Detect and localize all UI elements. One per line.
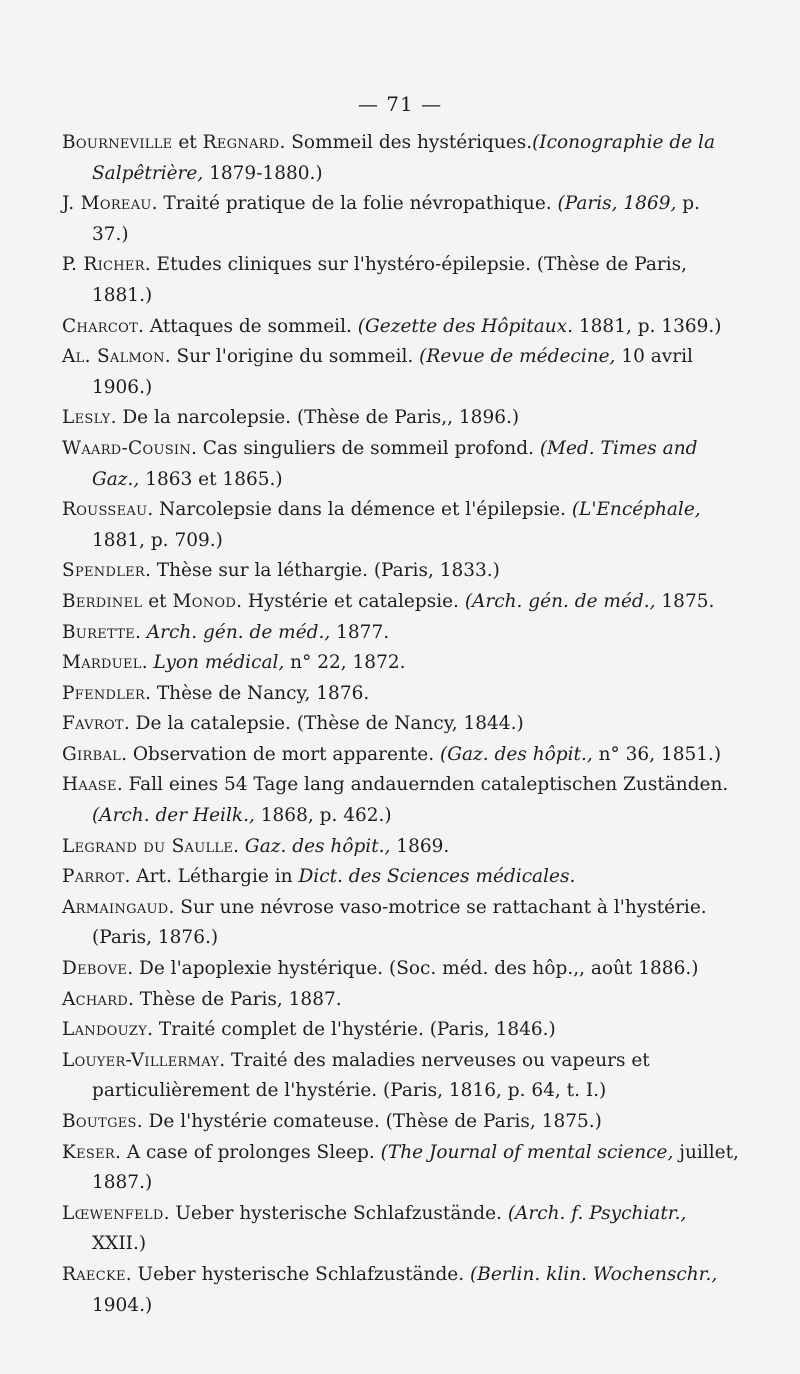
entry-text: 1863 et 1865.) [139,468,283,490]
entry-text: . Observation de mort apparente. [121,743,441,765]
bibliography-entry [62,954,742,985]
entry-text: XXII.) [92,1233,147,1255]
bibliography-entry [62,648,742,679]
entry-author: Lesly [62,407,111,429]
bibliography-entry [62,128,742,189]
entry-source: (Arch. der Heilk., [92,805,255,827]
entry-text: juillet, 1887.) [92,1141,739,1194]
entry-source: Gaz. des hôpit., [244,835,391,857]
bibliography-entry [62,250,742,311]
bibliography-entry [62,709,742,740]
bibliography-entry [62,1199,742,1260]
entry-author: Haase [62,774,117,796]
entry-text: 10 avril 1906.) [92,346,693,398]
entry-source: (Berlin. klin. Wochenschr., [470,1263,718,1285]
entry-text: . [233,835,245,857]
entry-author: Boutges [62,1111,137,1132]
entry-text: 1881, p. 709.) [92,529,223,551]
entry-author: Burette [62,621,136,643]
entry-source: (Revue de médecine, [419,346,616,368]
entry-text: . Traité complet de l'hystérie. (Paris, 1846.) [147,1019,556,1041]
entry-text: . Hystérie et catalepsie. [236,590,465,612]
entry-author: Bourneville [62,132,173,153]
entry-text: . Attaques de sommeil. [138,315,358,337]
bibliography-entry [62,740,742,771]
entry-text: . Ueber hysterische Schlafzustände. [163,1202,508,1224]
entry-author: Al. Salmon [62,346,165,368]
entry-source: (Paris, 1869, [557,193,677,215]
entry-author: P. Richer [62,254,145,276]
entry-author: Girbal [62,743,122,765]
entry-source: Dict. des Sciences médicales. [298,866,576,888]
entry-author: J. Moreau [62,193,152,215]
entry-author: Landouzy [62,1019,148,1041]
entry-text: . [141,652,154,674]
entry-text: et [172,132,203,153]
entry-author: Legrand du Saulle [62,835,234,857]
entry-author: Achard [62,988,129,1010]
entry-text: . [135,621,147,643]
entry-author: Marduel [62,652,142,674]
entry-text: . Sur l'origine du sommeil. [164,346,420,368]
entry-text: 1879-1880.) [203,162,323,184]
entry-text: . Traité pratique de la folie névropathique. [151,193,558,215]
bibliography-entry [62,342,742,403]
entry-source: (Arch. f. Psychiatr., [507,1202,687,1224]
entry-author: Raecke [62,1263,126,1285]
entry-source: (Gaz. des hôpit., [440,743,593,765]
bibliography-entry [62,679,742,710]
entry-author: Pfendler [62,682,146,704]
entry-author: Armaingaud [62,896,169,918]
bibliography-entry [62,985,742,1016]
bibliography-entry [62,832,742,863]
entry-author: Charcot [62,315,139,337]
bibliography-entry [62,312,742,343]
entry-text: . De la narcolepsie. (Thèse de Paris,, 1896.) [110,407,520,429]
entry-text: . Etudes cliniques sur l'hystéro-épilepsie. (Thèse de Paris, 1881.) [92,254,688,306]
entry-text: n° 36, 1851.) [592,743,722,765]
entry-text: n° 22, 1872. [284,652,406,674]
entry-text: . De l'hystérie comateuse. (Thèse de Paris, 1875.) [136,1111,602,1132]
bibliography-entry [62,403,742,434]
entry-source: (Gezette des Hôpitaux. [357,315,573,337]
entry-text: . Fall eines 54 Tage lang andauernden cataleptischen Zuständen. [116,774,729,796]
entry-text: . A case of prolonges Sleep. [115,1141,381,1163]
entry-text: . Thèse sur la léthargie. (Paris, 1833.) [145,560,500,582]
entry-source: (L'Encéphale, [571,499,701,521]
bibliography-entry [62,556,742,587]
page-number: — 71 — [357,92,443,116]
entry-text: 1875. [655,590,715,612]
entry-author: Regnard [202,132,280,153]
entry-text: . Sur une névrose vaso-motrice se rattachant à l'hystérie. (Paris, 1876.) [92,896,707,949]
entry-text: . De l'apoplexie hystérique. (Soc. méd. des hôp.,, août 1886.) [127,958,699,980]
entry-text: 1877. [330,621,390,643]
entry-text: . Cas singuliers de sommeil profond. [191,437,540,459]
bibliography-entry [62,893,742,954]
entry-author: Monod [172,590,237,612]
entry-author: Debove [62,958,128,980]
bibliography-entry [62,189,742,250]
bibliography-list [62,128,742,1321]
entry-text: . Traité des maladies nerveuses ou vapeurs et particulièrement de l'hystérie. (Paris, 1816, p. 64, t. I.) [92,1049,650,1102]
entry-text: p. 37.) [92,193,700,245]
bibliography-entry [62,1260,742,1321]
entry-text: 1881, p. 1369.) [573,315,722,337]
entry-text: . Narcolepsie dans la démence et l'épilepsie. [147,499,572,521]
entry-text: . Thèse de Nancy, 1876. [145,682,370,704]
bibliography-entry [62,862,742,893]
bibliography-entry [62,1107,742,1138]
bibliography-entry [62,1015,742,1046]
bibliography-entry [62,495,742,556]
bibliography-entry [62,1138,742,1199]
bibliography-entry [62,434,742,495]
entry-author: Spendler [62,560,146,582]
bibliography-entry [62,770,742,831]
entry-author: Lœwenfeld [62,1202,164,1224]
entry-text: . Sommeil des hystériques. [279,132,533,153]
entry-text: 1869. [390,835,450,857]
entry-author: Favrot [62,713,124,735]
entry-source: Lyon médical, [153,652,285,674]
entry-source: (Med. Times and Gaz., [92,437,698,490]
entry-text: . De la catalepsie. (Thèse de Nancy, 1844.) [123,713,524,735]
entry-author: Berdinel [62,590,143,612]
entry-source: (Iconographie de la Salpêtrière, [92,132,715,184]
entry-text: et [142,590,173,612]
entry-source: Arch. gén. de méd., [146,621,331,643]
entry-author: Louyer-Villermay [62,1049,220,1071]
entry-author: Keser [62,1141,115,1163]
entry-text: . Art. Léthargie in [124,866,299,888]
entry-author: Parrot [62,866,125,888]
entry-text: 1904.) [92,1294,153,1316]
bibliography-entry [62,1046,742,1107]
entry-author: Waard-Cousin [62,437,192,459]
entry-author: Rousseau [62,499,148,521]
entry-text: . Thèse de Paris, 1887. [128,988,342,1010]
entry-text: . Ueber hysterische Schlafzustände. [125,1263,471,1285]
entry-source: (The Journal of mental science, [380,1141,674,1163]
entry-text: 1868, p. 462.) [254,805,392,827]
entry-source: (Arch. gén. de méd., [464,590,656,612]
bibliography-entry [62,618,742,649]
bibliography-entry [62,587,742,618]
